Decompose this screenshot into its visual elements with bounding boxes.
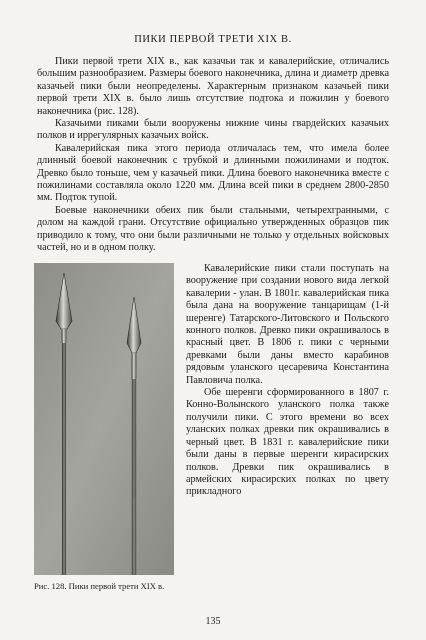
main-text: [37, 56, 389, 255]
page-title: ПИКИ ПЕРВОЙ ТРЕТИ XIX В.: [134, 34, 292, 45]
side-text: [186, 263, 389, 499]
paragraph: Боевые наконечники обеих пик были стальными, четырехгранными, с долом на каждой грани. Отсутствие официально утвержденных образцов пик приводило к тому, что они были различными не только у отдельных войсковых частей, но и в одном полку.: [37, 204, 389, 254]
paragraph: Обе шеренги сформированного в 1807 г. Конно-Волынского уланского полка также получили пики. С этого времени во всех уланских полках древки пик окрашивались в черный цвет. В 1831 г. кавалерийские пики были даны в первые шеренги кирасирских полков. Древки пик окрашивались в армейских кирасирских полках по цвету прикладного: [186, 387, 389, 498]
page-number: 135: [205, 616, 221, 627]
paragraph: Кавалерийская пика этого периода отличалась тем, что имела более длинный боевой наконечник с трубкой и длинными пожилинами и подток. Древко было тоньше, чем у казачьей пики. Длина боевого наконечника вместе с пожилинами составляла около 1220 мм. Длина всей пики в среднем 2800-2850 мм. Подток тупой.: [37, 142, 389, 204]
paragraph: Казачьими пиками были вооружены нижние чины гвардейских казачьих полков и иррегулярных казачьих войск.: [37, 118, 389, 142]
figure-spears-photo: [34, 263, 174, 575]
spears-illustration: [34, 263, 174, 575]
paragraph: Пики первой трети XIX в., как казачьи так и кавалерийские, отличались большим разнообразием. Размеры боевого наконечника, длина и диаметр древка казачьей пики были неопределены. Характерным признаком казачьей пики первой трети XIX в. было лишь отсутствие подтока и пожилин у боевого наконечника (рис. 128).: [37, 56, 389, 117]
figure-caption: Рис. 128. Пики первой трети XIX в.: [34, 581, 165, 591]
paragraph: Кавалерийские пики стали поступать на вооружение при создании нового вида легкой кавалерии - улан. В 1801г. кавалерийская пика была дана на вооружение танцарищам (1-й шеренге) Татарского-Литовского и Польского конного полков. Древко пики окрашивалось в красный цвет. В 1806 г. пики с черными древками были даны вместо карабинов рядовым уланского цесаревича Константина Павловича полка.: [186, 263, 389, 386]
